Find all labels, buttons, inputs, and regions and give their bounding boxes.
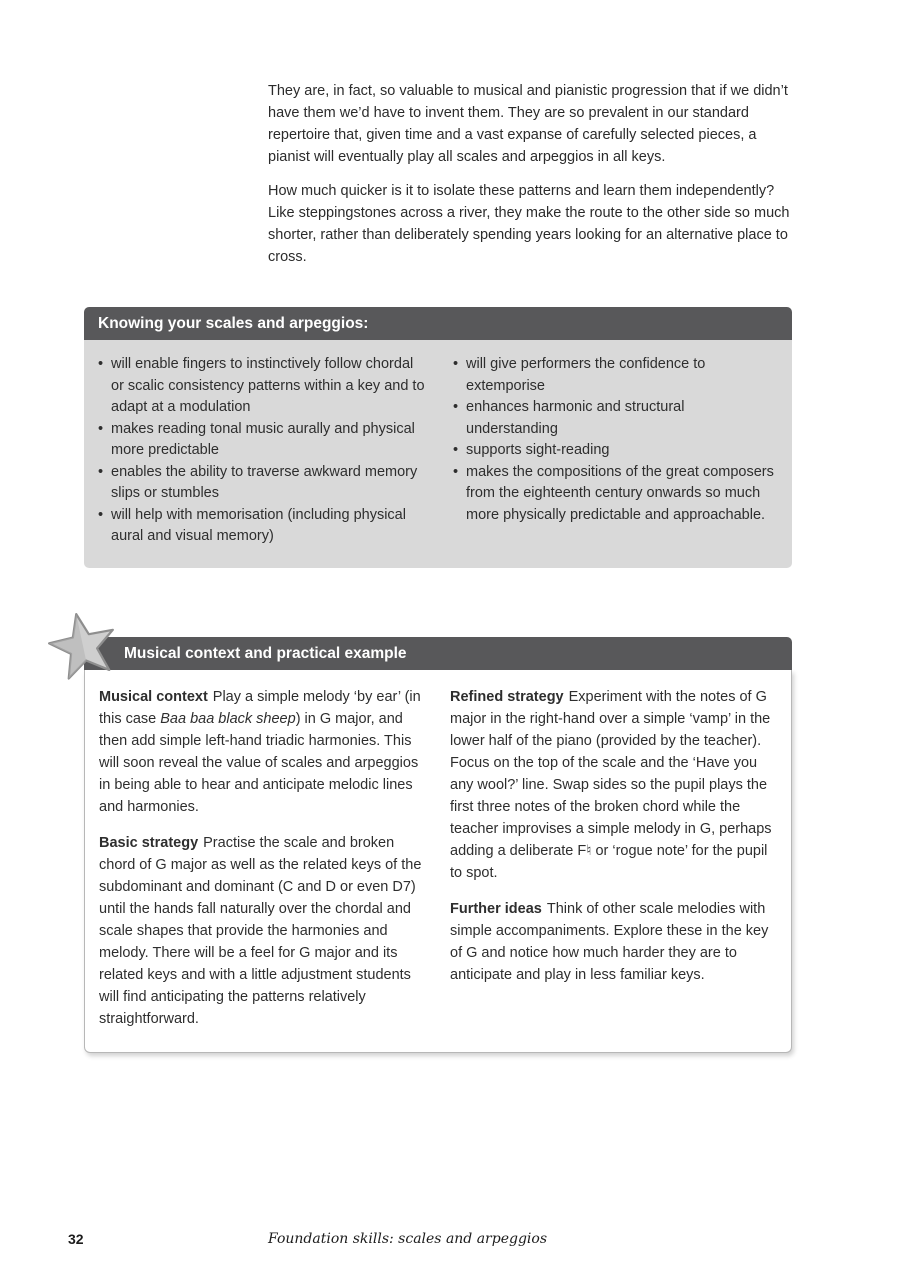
list-item: • makes the compositions of the great composers from the eighteenth century onwards so much more physically predictable and approachable. [451, 462, 780, 527]
paragraph-text: Experiment with the notes of G major in the right-hand over a simple ‘vamp’ in the lower half of the piano (provided by the teacher). Focus on the top of the scale and the ‘Have you any wool?’ line. Swap sides so the pupil plays the first three notes of the broken chord while the teacher improvises a simple melody in G, perhaps adding a deliberate F♮ or ‘rogue note’ for the pupil to spot. [450, 689, 772, 881]
scales-benefits-body [84, 340, 792, 568]
context-right-column [450, 686, 777, 1030]
musical-context-paragraph [99, 686, 426, 818]
refined-strategy-paragraph [450, 686, 777, 884]
musical-context-box [84, 637, 792, 1053]
list-item: • enables the ability to traverse awkward memory slips or stumbles [96, 462, 425, 505]
basic-strategy-paragraph [99, 832, 426, 1030]
paragraph-lead: Basic strategy [99, 835, 199, 851]
song-title: Baa baa black sheep [160, 711, 296, 727]
benefits-left-column [96, 354, 425, 548]
benefits-right-list [451, 354, 780, 526]
paragraph-text: Practise the scale and broken chord of G major as well as the related keys of the subdominant and dominant (C and D or even D7) until the hands fall naturally over the chordal and scale shapes that provide the harmonies and melody. There will be a feel for G major and its related keys and with a little adjustment students will find anticipating the patterns relatively straightforward. [99, 835, 422, 1027]
paragraph-lead: Musical context [99, 689, 208, 705]
intro-paragraph-1: They are, in fact, so valuable to musical and pianistic progression that if we didn’t have them we’d have to invent them. They are so prevalent in our standard repertoire that, given time and a vast expanse of carefully selected pieces, a pianist will eventually play all scales and arpeggios in all keys. [268, 83, 788, 165]
scales-benefits-box [84, 307, 792, 568]
intro-paragraph-2: How much quicker is it to isolate these patterns and learn them independently? Like steppingstones across a river, they make the route to the other side so much shorter, rather than deliberately spending years looking for an alternative place to cross. [268, 183, 790, 265]
paragraph-lead: Further ideas [450, 901, 542, 917]
paragraph-text: ) in G major, and then add simple left-hand triadic harmonies. This will soon reveal the value of scales and arpeggios in being able to hear and anticipate melodic lines and harmonies. [99, 711, 419, 815]
musical-context-header [84, 637, 792, 670]
page-number: 32 [68, 1231, 84, 1247]
list-item: • enhances harmonic and structural understanding [451, 397, 780, 440]
list-item: • supports sight-reading [451, 440, 780, 462]
paragraph-text: Play a simple melody ‘by ear’ (in this case [99, 689, 421, 727]
musical-context-title: Musical context and practical example [124, 645, 407, 662]
list-item: • makes reading tonal music aurally and physical more predictable [96, 419, 425, 462]
paragraph-lead: Refined strategy [450, 689, 564, 705]
musical-context-body [84, 670, 792, 1053]
list-item: • will help with memorisation (including physical aural and visual memory) [96, 505, 425, 548]
scales-benefits-header: Knowing your scales and arpeggios: [84, 307, 792, 340]
benefits-left-list [96, 354, 425, 548]
list-item: • will give performers the confidence to extemporise [451, 354, 780, 397]
context-left-column [99, 686, 426, 1030]
list-item: • will enable fingers to instinctively follow chordal or scalic consistency patterns within a key and to adapt at a modulation [96, 354, 425, 419]
footer-running-title: Foundation skills: scales and arpeggios [268, 1231, 548, 1247]
intro-text [268, 80, 790, 280]
benefits-right-column [451, 354, 780, 548]
further-ideas-paragraph [450, 898, 777, 986]
paragraph-text: Think of other scale melodies with simple accompaniments. Explore these in the key of G and notice how much harder they are to anticipate and play in less familiar keys. [450, 901, 769, 983]
